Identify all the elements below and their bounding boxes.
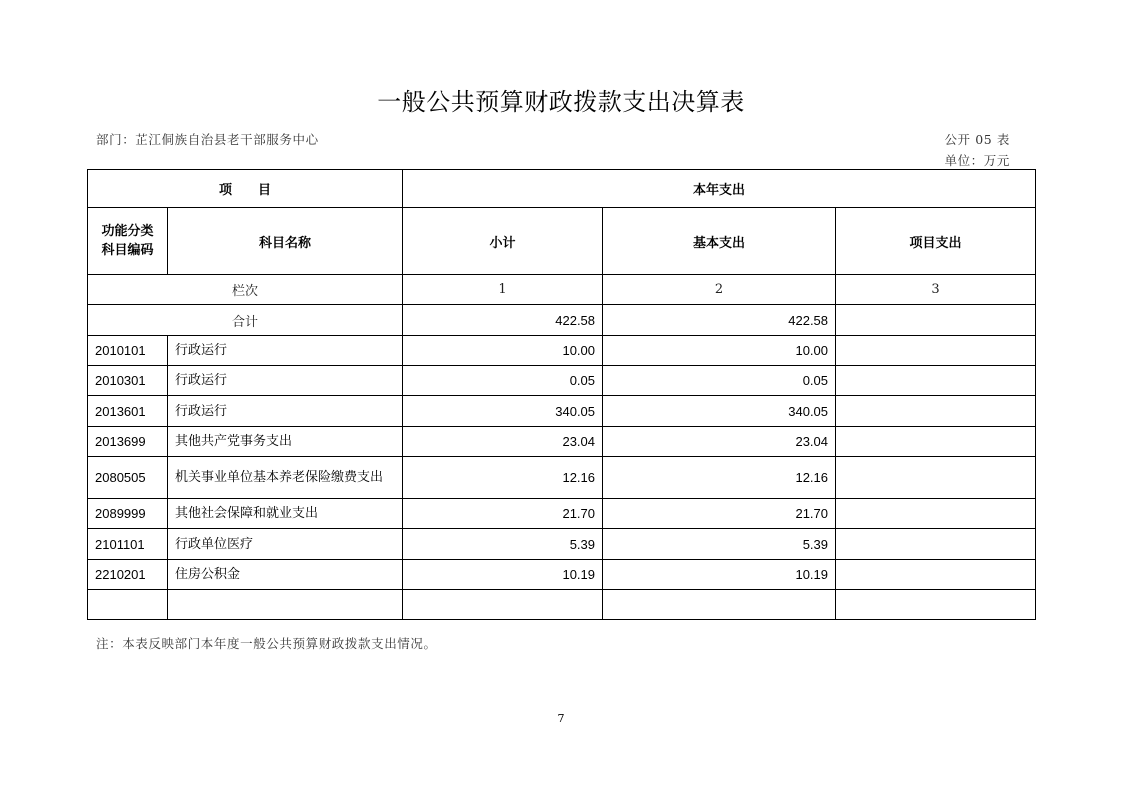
row-name: 其他社会保障和就业支出 [168,499,403,529]
row-name: 行政运行 [168,396,403,427]
total-project [836,305,1036,336]
table-row [88,396,1036,427]
budget-table [87,169,1036,620]
header-subject-name: 科目名称 [168,208,403,275]
header-current-year-expense: 本年支出 [403,170,1036,208]
table-row [88,366,1036,396]
row-basic: 23.04 [603,427,836,457]
row-subtotal: 10.19 [403,560,603,590]
row-project [836,336,1036,366]
header-basic-expense: 基本支出 [603,208,836,275]
empty-cell [168,590,403,620]
row-project [836,529,1036,560]
header-subtotal: 小计 [403,208,603,275]
empty-cell [836,590,1036,620]
page-title: 一般公共预算财政拨款支出决算表 [377,88,745,116]
header-func-code-line2: 科目编码 [101,243,154,258]
row-basic: 10.19 [603,560,836,590]
row-subtotal: 21.70 [403,499,603,529]
total-row [88,305,1036,336]
total-label: 合计 [88,305,403,336]
row-name: 其他共产党事务支出 [168,427,403,457]
total-subtotal: 422.58 [403,305,603,336]
row-basic: 5.39 [603,529,836,560]
empty-cell [88,590,168,620]
header-project-expense: 项目支出 [836,208,1036,275]
header-row-2 [88,208,1036,275]
row-code: 2080505 [88,457,168,499]
row-basic: 10.00 [603,336,836,366]
row-code: 2010301 [88,366,168,396]
column-index-3: 3 [836,275,1036,305]
row-subtotal: 12.16 [403,457,603,499]
row-basic: 0.05 [603,366,836,396]
row-name: 行政单位医疗 [168,529,403,560]
row-basic: 12.16 [603,457,836,499]
row-code: 2013601 [88,396,168,427]
row-project [836,499,1036,529]
table-row [88,457,1036,499]
header-func-code-line1: 功能分类 [101,224,154,239]
total-basic: 422.58 [603,305,836,336]
row-code: 2101101 [88,529,168,560]
row-name: 行政运行 [168,336,403,366]
column-index-row [88,275,1036,305]
header-function-code [88,208,168,275]
row-code: 2210201 [88,560,168,590]
header-project: 项 目 [88,170,403,208]
empty-cell [403,590,603,620]
row-basic: 340.05 [603,396,836,427]
row-subtotal: 5.39 [403,529,603,560]
row-subtotal: 340.05 [403,396,603,427]
row-name: 住房公积金 [168,560,403,590]
unit-label: 单位：万元 [944,153,1010,168]
form-number: 公开 05 表 [944,132,1010,147]
empty-cell [603,590,836,620]
row-basic: 21.70 [603,499,836,529]
row-name: 行政运行 [168,366,403,396]
row-project [836,366,1036,396]
row-code: 2010101 [88,336,168,366]
row-project [836,427,1036,457]
column-index-2: 2 [603,275,836,305]
header-row-1 [88,170,1036,208]
empty-row [88,590,1036,620]
row-project [836,457,1036,499]
table-row [88,499,1036,529]
row-project [836,396,1036,427]
table-row [88,529,1036,560]
department-label: 部门：芷江侗族自治县老干部服务中心 [96,132,319,147]
row-code: 2013699 [88,427,168,457]
row-code: 2089999 [88,499,168,529]
row-subtotal: 23.04 [403,427,603,457]
page-number: 7 [557,712,565,725]
table-row [88,427,1036,457]
table-row [88,560,1036,590]
column-index-1: 1 [403,275,603,305]
row-project [836,560,1036,590]
table-note: 注：本表反映部门本年度一般公共预算财政拨款支出情况。 [96,636,437,651]
table-row [88,336,1036,366]
row-subtotal: 10.00 [403,336,603,366]
row-name: 机关事业单位基本养老保险缴费支出 [168,457,403,499]
row-subtotal: 0.05 [403,366,603,396]
column-index-label: 栏次 [88,275,403,305]
